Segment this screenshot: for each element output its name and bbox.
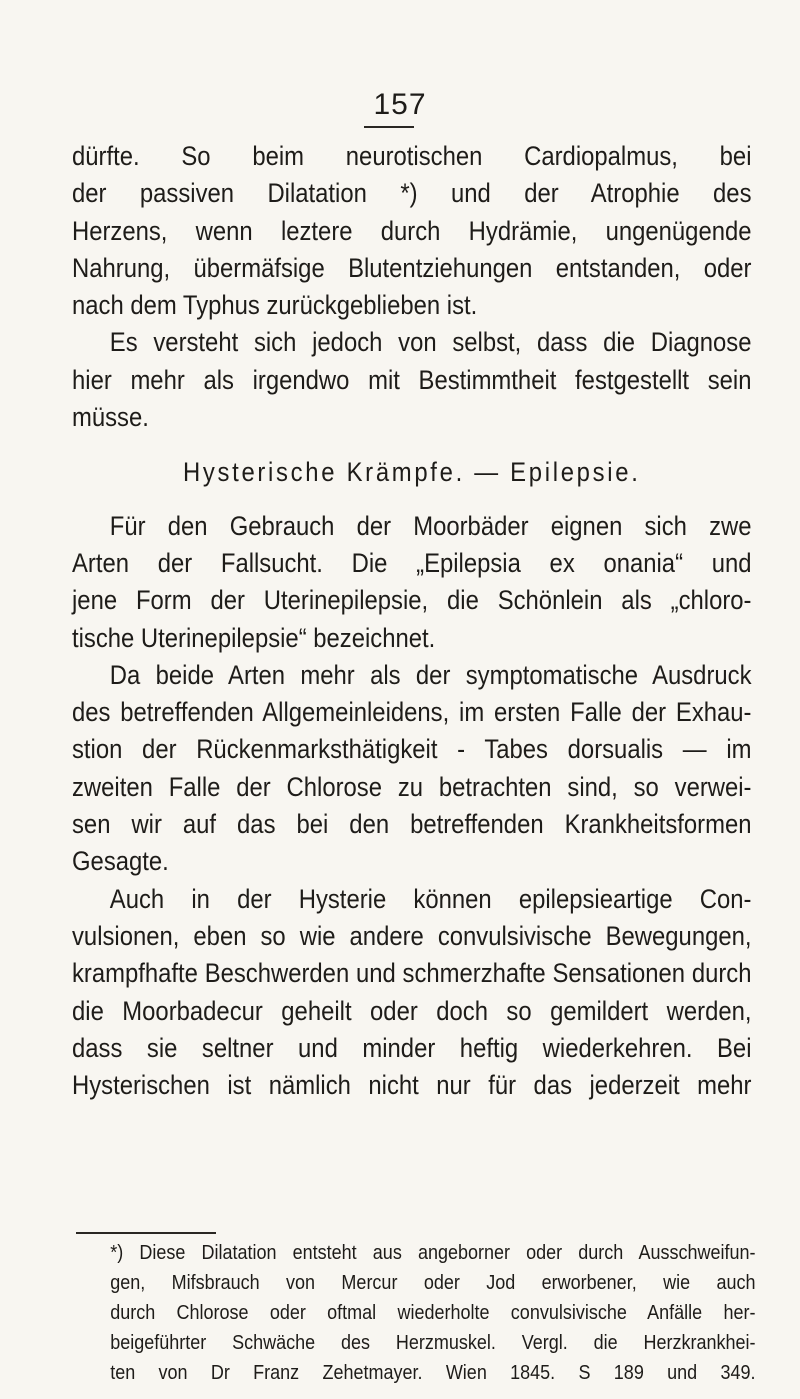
page-number: 157: [373, 88, 427, 121]
text-line: Nahrung, übermäfsige Blutentziehungen entstanden, oder: [72, 252, 752, 283]
text-line: zweiten Falle der Chlorose zu betrachten sind, so verwei-: [72, 771, 752, 802]
text-line: Herzens, wenn leztere durch Hydrämie, ungenügende: [72, 215, 752, 246]
text-line: Auch in der Hysterie können epilepsieartige Con-: [109, 883, 752, 914]
text-line: krampfhafte Beschwerden und schmerzhafte Sensationen durch: [72, 958, 752, 989]
text-line: müsse.: [72, 402, 149, 433]
footnote-line: *) Diese Dilatation entsteht aus angeborner oder durch Ausschweifun-: [110, 1242, 756, 1264]
text-line: Hysterischen ist nämlich nicht nur für das jederzeit mehr: [72, 1070, 752, 1101]
text-line: Da beide Arten mehr als der symptomatische Ausdruck: [109, 659, 752, 690]
text-line: vulsionen, eben so wie andere convulsivische Bewegungen,: [72, 920, 752, 951]
section-heading: Hysterische Krämpfe. — Epilepsie.: [182, 457, 641, 488]
text-line: des betreffenden Allgemeinleidens, im ersten Falle der Exhau-: [72, 697, 752, 728]
body-text: [72, 138, 752, 1104]
text-line: jene Form der Uterinepilepsie, die Schönlein als „chloro-: [72, 585, 752, 616]
text-line: Arten der Fallsucht. Die „Epilepsia ex onania“ und: [72, 547, 752, 578]
text-line: Für den Gebrauch der Moorbäder eignen sich zwe: [109, 510, 752, 541]
text-line: tische Uterinepilepsie“ bezeichnet.: [72, 622, 436, 653]
footnote-line: durch Chlorose oder oftmal wiederholte convulsivische Anfälle her-: [110, 1302, 756, 1324]
text-line: sen wir auf das bei den betreffenden Krankheitsformen: [72, 809, 752, 840]
footnote-rule: [76, 1232, 216, 1234]
text-line: dass sie seltner und minder heftig wiederkehren. Bei: [72, 1032, 752, 1063]
footnote: [76, 1238, 756, 1388]
text-line: die Moorbadecur geheilt oder doch so gemildert werden,: [72, 995, 752, 1026]
footnote-line: beigeführter Schwäche des Herzmuskel. Vergl. die Herzkrankhei-: [110, 1332, 756, 1354]
page-number-rule: [364, 126, 414, 128]
text-line: stion der Rückenmarksthätigkeit - Tabes dorsualis — im: [72, 734, 752, 765]
text-line: Es versteht sich jedoch von selbst, dass die Diagnose: [109, 327, 752, 358]
text-line: hier mehr als irgendwo mit Bestimmtheit festgestellt sein: [72, 364, 752, 395]
text-line: der passiven Dilatation *) und der Atrophie des: [72, 178, 752, 209]
footnote-line: gen, Mifsbrauch von Mercur oder Jod erworbener, wie auch: [110, 1272, 756, 1294]
text-line: nach dem Typhus zurückgeblieben ist.: [72, 290, 478, 321]
text-line: dürfte. So beim neurotischen Cardiopalmus, bei: [72, 141, 752, 171]
text-line: Gesagte.: [72, 846, 169, 877]
footnote-line: ten von Dr Franz Zehetmayer. Wien 1845. S 189 und 349.: [110, 1362, 756, 1384]
